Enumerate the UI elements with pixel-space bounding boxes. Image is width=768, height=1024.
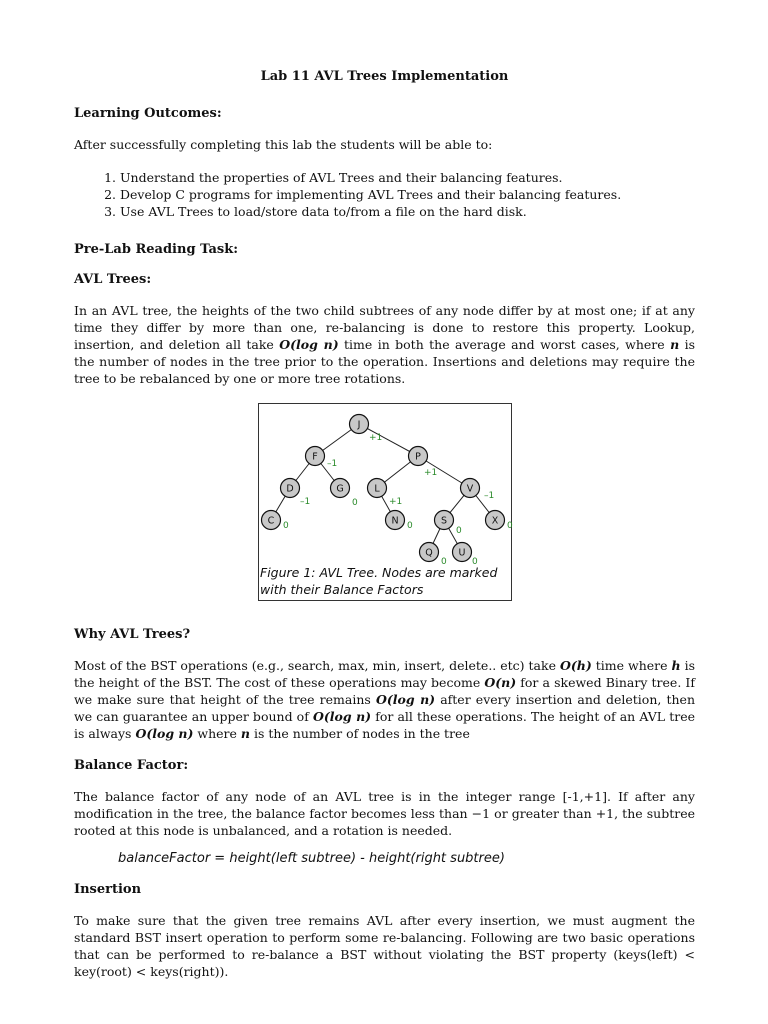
balance-factor-label: 0 [456, 526, 462, 536]
balance-factor-label: +1 [424, 468, 438, 478]
insertion-paragraph: To make sure that the given tree remains AVL after every insertion, we must augment the standard BST insert operation to perform some re-balancing. Following are two basic operations that can be performed to re-balance a BST without violating the BST property (keys(left) < key(root) < keys(right)). [74, 913, 695, 979]
balance-factor-label: 0 [352, 498, 358, 508]
balance-factor-heading: Balance Factor: [74, 758, 189, 773]
tree-node-label: N [391, 515, 399, 527]
balance-factor-label: +1 [389, 497, 403, 507]
balance-factor-formula: balanceFactor = height(left subtree) - height(right subtree) [118, 851, 505, 866]
avl-tree-figure [258, 403, 512, 601]
why-avl-heading: Why AVL Trees? [74, 627, 191, 642]
tree-node-label: F [312, 451, 318, 463]
tree-node-label: L [374, 483, 380, 495]
tree-node-label: U [458, 547, 466, 559]
prelab-heading: Pre-Lab Reading Task: [74, 242, 239, 257]
balance-factor-label: +1 [369, 433, 383, 443]
tree-node-label: Q [425, 547, 433, 559]
list-item: 3. Use AVL Trees to load/store data to/from a file on the hard disk. [120, 203, 695, 220]
list-item: 1. Understand the properties of AVL Trees and their balancing features. [120, 169, 695, 186]
learning-outcomes-intro: After successfully completing this lab the students will be able to: [74, 137, 493, 152]
balance-factor-label: 0 [472, 557, 478, 567]
balance-factor-label: 0 [441, 557, 447, 567]
balance-factor-label: 0 [407, 521, 413, 531]
balance-factor-label: 0 [283, 521, 289, 531]
tree-node-label: C [267, 515, 275, 527]
insertion-heading: Insertion [74, 882, 142, 897]
why-avl-paragraph: Most of the BST operations (e.g., search, max, min, insert, delete.. etc) take O(h) time where h is the height of the BST. The cost of these operations may become O(n) for a skewed Binary tree. If we make sure that height of the tree remains O(log n) after every insertion and deletion, then we can guarantee an upper bound of O(log n) for all these operations. The height of an AVL tree is always O(log n) where n is the number of nodes in the tree [74, 658, 696, 741]
figure-caption: Figure 1: AVL Tree. Nodes are marked with their Balance Factors [260, 565, 498, 597]
balance-factor-label: –1 [327, 459, 338, 469]
tree-node-label: X [491, 515, 499, 527]
list-item: 2. Develop C programs for implementing AVL Trees and their balancing features. [120, 186, 695, 203]
learning-outcomes-list [74, 169, 695, 220]
balance-factor-label: –1 [300, 497, 311, 507]
tree-node-label: D [286, 483, 294, 495]
tree-node-label: G [336, 483, 344, 495]
avl-paragraph: In an AVL tree, the heights of the two child subtrees of any node differ by at most one; if at any time they differ by more than one, re-balancing is done to restore this property. Lookup, insertion, and deletion all take O(log n) time in both the average and worst cases, where n is the number of nodes in the tree prior to the operation. Insertions and deletions may require the tree to be rebalanced by one or more tree rotations. [74, 303, 696, 386]
balance-factor-label: 0 [507, 521, 513, 531]
avl-trees-heading: AVL Trees: [74, 272, 152, 287]
tree-node-label: J [357, 419, 361, 431]
avl-tree-diagram [259, 404, 513, 567]
balance-factor-paragraph: The balance factor of any node of an AVL tree is in the integer range [-1,+1]. If after any modification in the tree, the balance factor becomes less than −1 or greater than +1, the subtree rooted at this node is unbalanced, and a rotation is needed. [74, 789, 695, 838]
tree-node-label: S [440, 515, 448, 527]
tree-node-label: P [415, 451, 421, 463]
page-title: Lab 11 AVL Trees Implementation [260, 69, 509, 84]
tree-node-label: V [466, 483, 474, 495]
learning-outcomes-heading: Learning Outcomes: [74, 106, 222, 121]
document-page [74, 66, 695, 996]
balance-factor-label: –1 [484, 491, 495, 501]
